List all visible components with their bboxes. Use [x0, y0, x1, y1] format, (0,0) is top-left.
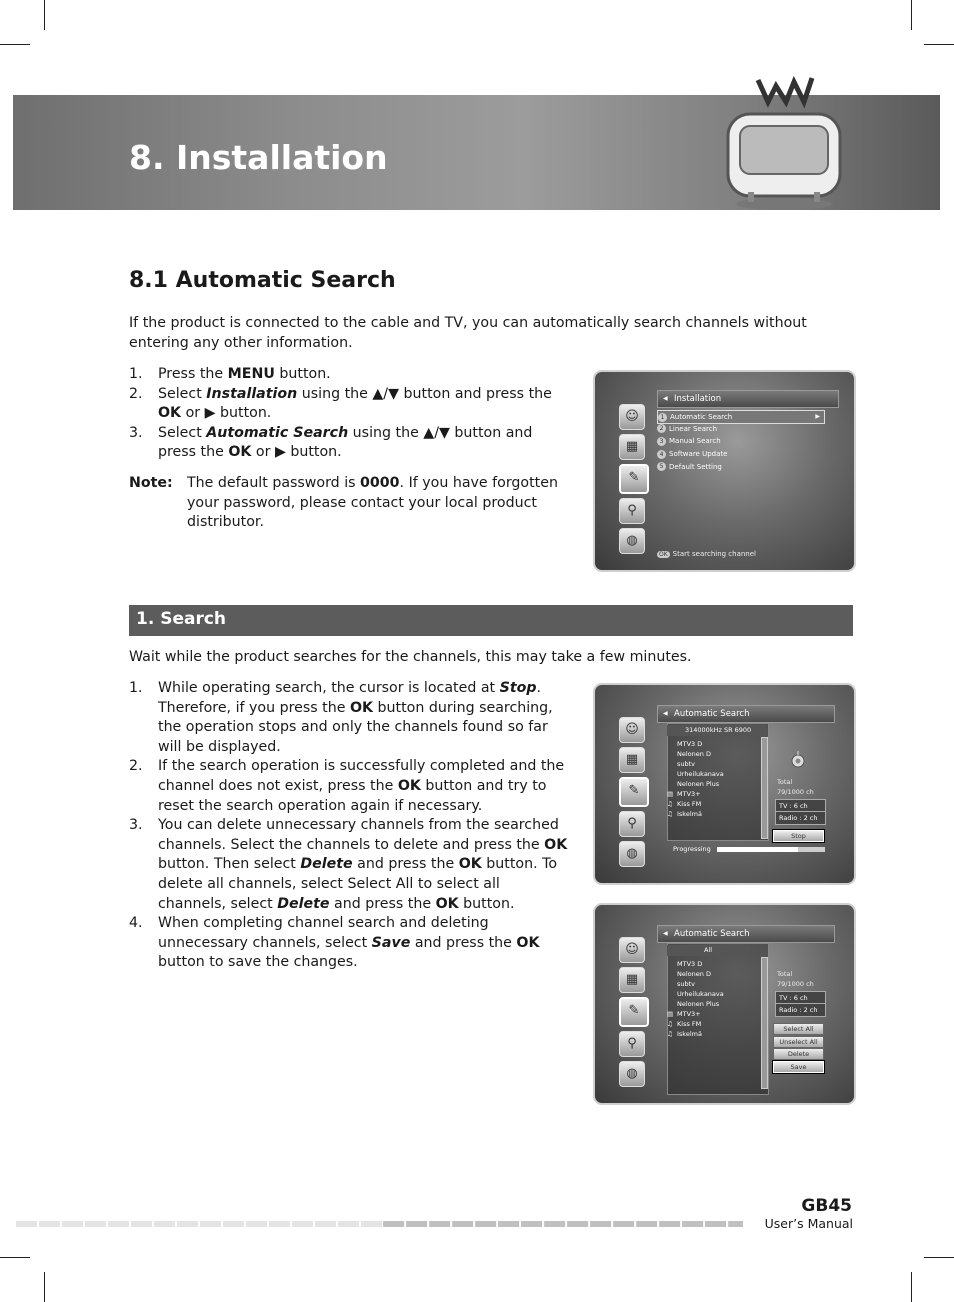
text-run: using the ▲/▼ button and press the: [158, 424, 533, 461]
step-number: 3.: [129, 817, 143, 834]
step-item: [129, 424, 571, 463]
installation-icon: ✎: [619, 777, 649, 807]
channel-item[interactable]: [667, 789, 724, 799]
text-run: MENU: [227, 366, 275, 382]
install-steps: [129, 365, 571, 463]
channel-item[interactable]: [667, 1019, 724, 1029]
progress-label: Progressing: [673, 845, 711, 853]
menu-item[interactable]: [657, 448, 727, 460]
installation-menu-screenshot: [593, 370, 856, 572]
search-section-bar: [129, 605, 853, 636]
text-run: OK: [158, 405, 182, 422]
menu-item-label: Default Setting: [669, 462, 722, 471]
text-run: The default password is: [187, 475, 361, 491]
stop-button[interactable]: Stop: [773, 830, 824, 842]
screen-footer: [657, 550, 756, 558]
menu-item-label: Software Update: [669, 450, 728, 459]
tv-count: TV : 6 ch: [775, 799, 826, 813]
radio-count: Radio : 2 ch: [775, 1003, 826, 1017]
screen-title: ◀ Automatic Search: [657, 925, 835, 943]
channel-item[interactable]: [677, 979, 724, 989]
text-run: OK: [458, 856, 482, 873]
text-run: OK: [516, 934, 540, 951]
menu-item[interactable]: [657, 435, 721, 447]
text-run: or ▶ button.: [251, 444, 342, 461]
installation-icon: ✎: [619, 464, 649, 494]
step-number: 2.: [129, 385, 143, 402]
select-all-button[interactable]: Select All: [773, 1023, 824, 1035]
text-run: Select: [158, 385, 207, 402]
step-item: [129, 385, 571, 424]
search-icon: ⚲: [619, 811, 645, 837]
text-run: If the search operation is successfully completed and the channel does not exist, press the: [158, 758, 565, 794]
menu-sidebar: [619, 404, 645, 558]
item-number-icon: 4: [657, 450, 666, 459]
channel-name: Nelonen D: [677, 750, 711, 758]
calendar-icon: ▦: [619, 747, 645, 773]
channel-name: subtv: [677, 980, 696, 988]
installation-icon: ✎: [619, 997, 649, 1027]
filter-label[interactable]: All: [667, 945, 749, 956]
channel-item[interactable]: [677, 989, 724, 999]
total-label: Total: [777, 970, 793, 978]
radio-icon: ♫: [667, 810, 673, 818]
page-number: GB45: [801, 1196, 852, 1216]
step-item: [129, 816, 571, 914]
step-number: 1.: [129, 366, 143, 382]
crop-mark: [911, 1272, 912, 1302]
channel-item[interactable]: [677, 779, 724, 789]
channel-item[interactable]: [677, 969, 724, 979]
radio-count: Radio : 2 ch: [775, 811, 826, 825]
tv-mascot-icon: [720, 72, 850, 210]
screen-title: ◀ Installation: [657, 390, 839, 408]
search-intro: Wait while the product searches for the channels, this may take a few minutes.: [129, 649, 692, 665]
step-item: [129, 679, 571, 757]
text-run: Stop: [499, 680, 537, 696]
step-item: [129, 365, 571, 385]
ok-icon: OK: [659, 551, 668, 558]
channel-name: Nelonen D: [677, 970, 711, 978]
note-label: Note:: [129, 475, 173, 491]
step-item: [129, 757, 571, 816]
total-value: 79/1000 ch: [777, 980, 814, 988]
text-run: . Therefore, if you press the: [158, 680, 542, 716]
chapter-title: 8. Installation: [129, 138, 388, 177]
total-label: Total: [777, 778, 793, 786]
text-run: Select: [158, 424, 207, 441]
text-run: button to save the changes.: [158, 954, 358, 971]
search-icon: ⚲: [619, 498, 645, 524]
item-number-icon: 5: [657, 462, 666, 471]
text-run: and press the: [410, 934, 517, 951]
text-run: OK: [544, 836, 568, 853]
channel-name: Urheilukanava: [677, 990, 724, 998]
text-run: button. To delete all channels, select Select All to select all channels, select: [158, 856, 558, 912]
channel-name: MTV3 D: [677, 960, 703, 968]
crop-mark: [0, 1257, 30, 1258]
search-progress-screenshot: [593, 683, 856, 885]
crop-mark: [44, 0, 45, 30]
frequency-label: 314000kHz SR 6900: [667, 725, 767, 736]
menu-item-label: Automatic Search: [670, 413, 733, 421]
item-number-icon: 2: [657, 424, 666, 433]
note: [129, 474, 574, 533]
radio-icon: ♫: [667, 1030, 673, 1038]
channel-item[interactable]: [677, 999, 724, 1009]
channel-name: MTV3+: [677, 1010, 701, 1018]
menu-sidebar: [619, 717, 645, 871]
text-run: Delete: [277, 895, 330, 912]
save-button[interactable]: Save: [773, 1061, 824, 1073]
channel-name: Iskelmä: [677, 1030, 702, 1038]
menu-item-label: Linear Search: [669, 424, 718, 433]
intro-text: If the product is connected to the cable and TV, you can automatically search channels without entering any other information.: [129, 315, 807, 351]
progress-bar-fill: [717, 847, 798, 852]
text-run: button.: [458, 895, 515, 912]
channel-item[interactable]: [677, 739, 724, 749]
text-run: OK: [349, 699, 374, 716]
scrambled-icon: ▤: [667, 1010, 674, 1018]
text-run: button during searching, the operation stops and only the channels found so far will be displayed.: [158, 699, 553, 755]
channel-list: [667, 739, 724, 819]
footer-hint: Start searching channel: [672, 550, 756, 558]
crop-mark: [924, 1257, 954, 1258]
channel-item[interactable]: [677, 759, 724, 769]
text-run: Save: [371, 934, 411, 951]
item-number-icon: 1: [658, 413, 667, 422]
step-item: [129, 914, 571, 973]
text-run: When completing channel search and deleting unnecessary channels, select: [158, 915, 489, 951]
progress-bar: [717, 847, 825, 852]
text-run: Installation: [206, 385, 298, 402]
radio-icon: ♫: [667, 800, 673, 808]
step-number: 2.: [129, 758, 143, 775]
list-scrollbar[interactable]: [761, 737, 768, 839]
text-run: OK: [397, 777, 421, 794]
menu-item-label: Manual Search: [669, 437, 721, 446]
tv-count: TV : 6 ch: [775, 991, 826, 1005]
step-number: 3.: [129, 424, 143, 441]
search-section-title: 1. Search: [136, 609, 227, 629]
text-run: and press the: [329, 895, 436, 912]
channel-name: Kiss FM: [677, 800, 702, 808]
step-number: 1.: [129, 680, 143, 696]
text-run: and press the: [352, 856, 459, 873]
channel-name: Iskelmä: [677, 810, 702, 818]
channel-item[interactable]: [677, 749, 724, 759]
step-number: 4.: [129, 915, 143, 932]
channel-name: Nelonen Plus: [677, 1000, 720, 1008]
text-run: Automatic Search: [206, 424, 349, 441]
globe-icon: ◍: [619, 841, 645, 867]
arrow-right-icon: ▶: [815, 413, 820, 420]
text-run: using the ▲/▼ button and press the: [297, 385, 552, 402]
globe-icon: ◍: [619, 1061, 645, 1087]
channel-name: Kiss FM: [677, 1020, 702, 1028]
channel-item[interactable]: [667, 1029, 724, 1039]
text-run: While operating search, the cursor is located at: [158, 680, 500, 696]
channel-name: MTV3+: [677, 790, 701, 798]
menu-item[interactable]: [657, 423, 717, 435]
user-icon: ☺: [619, 717, 645, 743]
user-icon: ☺: [619, 404, 645, 430]
search-result-screenshot: [593, 903, 856, 1105]
crop-mark: [0, 44, 30, 45]
footer-strip: [16, 1221, 743, 1227]
text-run: OK: [228, 444, 252, 461]
channel-item[interactable]: [667, 1009, 724, 1019]
channel-name: subtv: [677, 760, 696, 768]
calendar-icon: ▦: [619, 434, 645, 460]
text-run: button.: [274, 366, 331, 382]
menu-item[interactable]: [657, 461, 722, 473]
crop-mark: [911, 0, 912, 30]
user-icon: ☺: [619, 937, 645, 963]
text-run: You can delete unnecessary channels from the searched channels. Select the channels to delete and press the: [158, 817, 559, 853]
search-steps: [129, 679, 571, 973]
item-number-icon: 3: [657, 437, 666, 446]
text-run: Press the: [158, 366, 228, 382]
screen-title: ◀ Automatic Search: [657, 705, 835, 723]
channel-item[interactable]: [667, 809, 724, 819]
channel-name: Urheilukanava: [677, 770, 724, 778]
manual-label: User’s Manual: [764, 1216, 853, 1231]
unselect-all-button[interactable]: Unselect All: [773, 1036, 824, 1048]
channel-item[interactable]: [677, 769, 724, 779]
channel-item[interactable]: [667, 799, 724, 809]
search-icon: ⚲: [619, 1031, 645, 1057]
delete-button[interactable]: Delete: [773, 1048, 824, 1060]
text-run: . If you have forgotten your password, please contact your local product distributor.: [187, 475, 558, 531]
globe-icon: ◍: [619, 528, 645, 554]
text-run: 0000: [360, 475, 400, 491]
radio-icon: ♫: [667, 1020, 673, 1028]
satellite-icon: [789, 749, 807, 769]
total-value: 79/1000 ch: [777, 788, 814, 796]
calendar-icon: ▦: [619, 967, 645, 993]
channel-list: [667, 959, 724, 1039]
text-run: or ▶ button.: [181, 405, 272, 422]
crop-mark: [44, 1272, 45, 1302]
text-run: button. Then select: [158, 856, 301, 873]
scrambled-icon: ▤: [667, 790, 674, 798]
list-scrollbar[interactable]: [761, 957, 768, 1089]
text-run: Delete: [300, 856, 353, 873]
crop-mark: [924, 44, 954, 45]
text-run: button and try to reset the search operation again if necessary.: [158, 777, 547, 814]
channel-item[interactable]: [677, 959, 724, 969]
text-run: OK: [435, 895, 459, 912]
channel-name: Nelonen Plus: [677, 780, 720, 788]
channel-name: MTV3 D: [677, 740, 703, 748]
menu-sidebar: [619, 937, 645, 1091]
section-title: 8.1 Automatic Search: [129, 268, 396, 293]
note-text: [187, 474, 574, 533]
